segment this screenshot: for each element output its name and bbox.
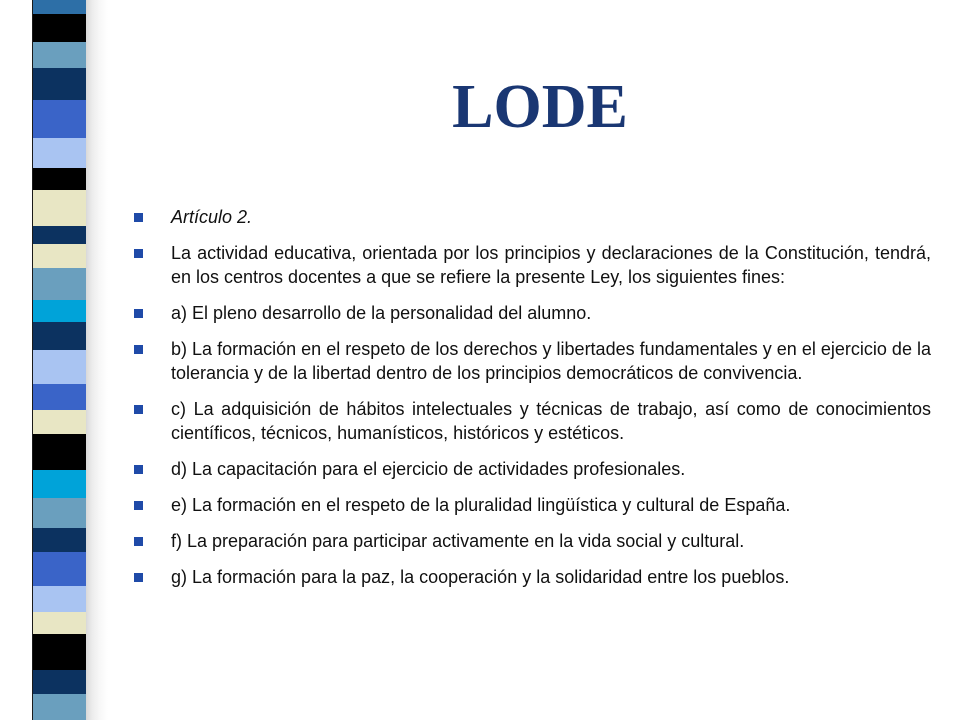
bullet-text: d) La capacitación para el ejercicio de actividades profesionales.	[171, 459, 686, 479]
stripe-segment	[32, 350, 86, 384]
stripe-segment	[32, 244, 86, 268]
stripe-segment	[32, 138, 86, 168]
square-bullet-icon	[134, 501, 143, 510]
stripe-segment	[32, 300, 86, 322]
bullet-text: g) La formación para la paz, la cooperación y la solidaridad entre los pueblos.	[171, 567, 790, 587]
square-bullet-icon	[134, 573, 143, 582]
stripe-segment	[32, 190, 86, 226]
bullet-item	[134, 301, 931, 325]
stripe-segment	[32, 528, 86, 552]
bullet-text: La actividad educativa, orientada por los principios y declaraciones de la Constitución, tendrá, en los centros docentes a que se refiere la presente Ley, los siguientes fines:	[171, 243, 931, 287]
stripe-segment	[32, 410, 86, 434]
bullet-text: Artículo 2.	[171, 207, 253, 227]
bullet-item	[134, 565, 931, 589]
stripe-segment	[32, 694, 86, 720]
square-bullet-icon	[134, 309, 143, 318]
bullet-text: b) La formación en el respeto de los derechos y libertades fundamentales y en el ejercicio de la tolerancia y de la libertad dentro de los principios democráticos de convivencia.	[171, 339, 931, 383]
bullet-item	[134, 337, 931, 385]
stripe-segment	[32, 434, 86, 470]
square-bullet-icon	[134, 405, 143, 414]
square-bullet-icon	[134, 465, 143, 474]
stripe-segment	[32, 470, 86, 498]
square-bullet-icon	[134, 249, 143, 258]
bullet-item	[134, 457, 931, 481]
stripe-segment	[32, 670, 86, 694]
bullet-item	[134, 205, 931, 229]
stripe-segment	[32, 322, 86, 350]
square-bullet-icon	[134, 345, 143, 354]
bullet-list	[134, 205, 931, 601]
stripe-segment	[32, 42, 86, 68]
bullet-text: e) La formación en el respeto de la pluralidad lingüística y cultural de España.	[171, 495, 791, 515]
bullet-item	[134, 493, 931, 517]
bullet-text: a) El pleno desarrollo de la personalidad del alumno.	[171, 303, 592, 323]
bullet-text: c) La adquisición de hábitos intelectuales y técnicas de trabajo, así como de conocimientos científicos, técnicos, humanísticos, históricos y estéticos.	[171, 399, 931, 443]
stripe-segment	[32, 268, 86, 300]
slide-title: LODE	[452, 73, 628, 141]
bullet-item	[134, 241, 931, 289]
stripe-segment	[32, 612, 86, 634]
stripe-segment	[32, 634, 86, 670]
bullet-text: f) La preparación para participar activamente en la vida social y cultural.	[171, 531, 745, 551]
stripe-segment	[32, 498, 86, 528]
square-bullet-icon	[134, 213, 143, 222]
stripe-segment	[32, 14, 86, 42]
stripe-segment	[32, 226, 86, 244]
bullet-item	[134, 529, 931, 553]
square-bullet-icon	[134, 537, 143, 546]
bullet-item	[134, 397, 931, 445]
stripe-segment	[32, 168, 86, 190]
stripe-segment	[32, 0, 86, 14]
stripe-segment	[32, 552, 86, 586]
stripe-segment	[32, 384, 86, 410]
stripe-segment	[32, 586, 86, 612]
